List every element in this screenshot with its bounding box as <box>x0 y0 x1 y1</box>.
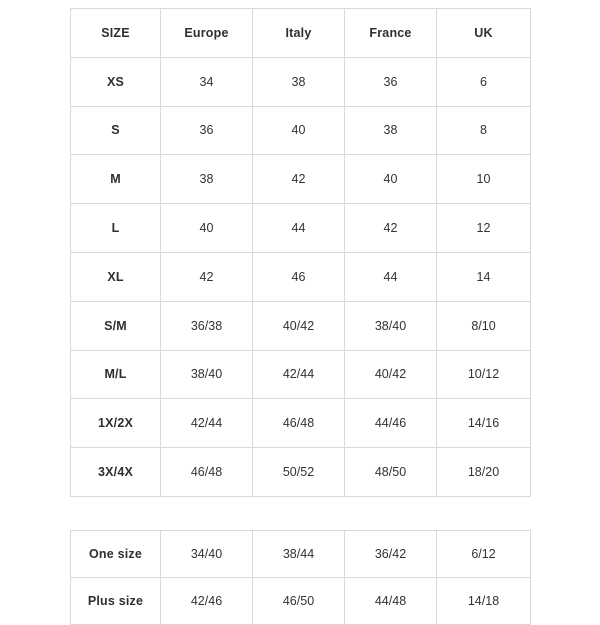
table-row <box>71 106 531 155</box>
cell-italy: 50/52 <box>253 448 345 497</box>
row-label: 1X/2X <box>71 399 161 448</box>
cell-uk: 14/18 <box>437 577 531 624</box>
row-label: 3X/4X <box>71 448 161 497</box>
cell-europe: 38/40 <box>161 350 253 399</box>
one-size-conversion-table <box>70 530 531 625</box>
cell-europe: 34 <box>161 57 253 106</box>
size-conversion-table <box>70 8 531 497</box>
table-row <box>71 204 531 253</box>
cell-italy: 42/44 <box>253 350 345 399</box>
cell-europe: 36 <box>161 106 253 155</box>
cell-uk: 12 <box>437 204 531 253</box>
cell-italy: 44 <box>253 204 345 253</box>
cell-france: 40 <box>345 155 437 204</box>
cell-uk: 14/16 <box>437 399 531 448</box>
column-header-italy: Italy <box>253 9 345 58</box>
cell-uk: 8 <box>437 106 531 155</box>
cell-europe: 38 <box>161 155 253 204</box>
cell-france: 44 <box>345 252 437 301</box>
cell-uk: 6 <box>437 57 531 106</box>
table-row <box>71 350 531 399</box>
secondary-table-body <box>71 530 531 624</box>
row-label: M/L <box>71 350 161 399</box>
cell-europe: 42 <box>161 252 253 301</box>
cell-italy: 46/48 <box>253 399 345 448</box>
cell-uk: 6/12 <box>437 530 531 577</box>
cell-uk: 18/20 <box>437 448 531 497</box>
table-row <box>71 448 531 497</box>
cell-europe: 42/46 <box>161 577 253 624</box>
table-row <box>71 252 531 301</box>
table-row <box>71 301 531 350</box>
cell-uk: 8/10 <box>437 301 531 350</box>
cell-france: 40/42 <box>345 350 437 399</box>
cell-italy: 38/44 <box>253 530 345 577</box>
table-header <box>71 9 531 58</box>
cell-europe: 42/44 <box>161 399 253 448</box>
cell-france: 38/40 <box>345 301 437 350</box>
cell-france: 36 <box>345 57 437 106</box>
row-label: S <box>71 106 161 155</box>
row-label: One size <box>71 530 161 577</box>
table-body <box>71 57 531 496</box>
row-label: M <box>71 155 161 204</box>
row-label: Plus size <box>71 577 161 624</box>
table-row <box>71 57 531 106</box>
cell-europe: 36/38 <box>161 301 253 350</box>
column-header-uk: UK <box>437 9 531 58</box>
cell-france: 48/50 <box>345 448 437 497</box>
cell-france: 38 <box>345 106 437 155</box>
cell-italy: 40 <box>253 106 345 155</box>
row-label: S/M <box>71 301 161 350</box>
cell-europe: 34/40 <box>161 530 253 577</box>
cell-uk: 10/12 <box>437 350 531 399</box>
cell-europe: 46/48 <box>161 448 253 497</box>
cell-france: 44/46 <box>345 399 437 448</box>
cell-uk: 10 <box>437 155 531 204</box>
column-header-europe: Europe <box>161 9 253 58</box>
table-row <box>71 577 531 624</box>
table-row <box>71 155 531 204</box>
row-label: L <box>71 204 161 253</box>
row-label: XL <box>71 252 161 301</box>
column-header-france: France <box>345 9 437 58</box>
table-row <box>71 530 531 577</box>
cell-france: 36/42 <box>345 530 437 577</box>
cell-europe: 40 <box>161 204 253 253</box>
row-label: XS <box>71 57 161 106</box>
cell-italy: 42 <box>253 155 345 204</box>
column-header-size: SIZE <box>71 9 161 58</box>
cell-italy: 38 <box>253 57 345 106</box>
cell-france: 42 <box>345 204 437 253</box>
table-header-row <box>71 9 531 58</box>
cell-france: 44/48 <box>345 577 437 624</box>
cell-uk: 14 <box>437 252 531 301</box>
cell-italy: 46 <box>253 252 345 301</box>
cell-italy: 40/42 <box>253 301 345 350</box>
table-row <box>71 399 531 448</box>
cell-italy: 46/50 <box>253 577 345 624</box>
